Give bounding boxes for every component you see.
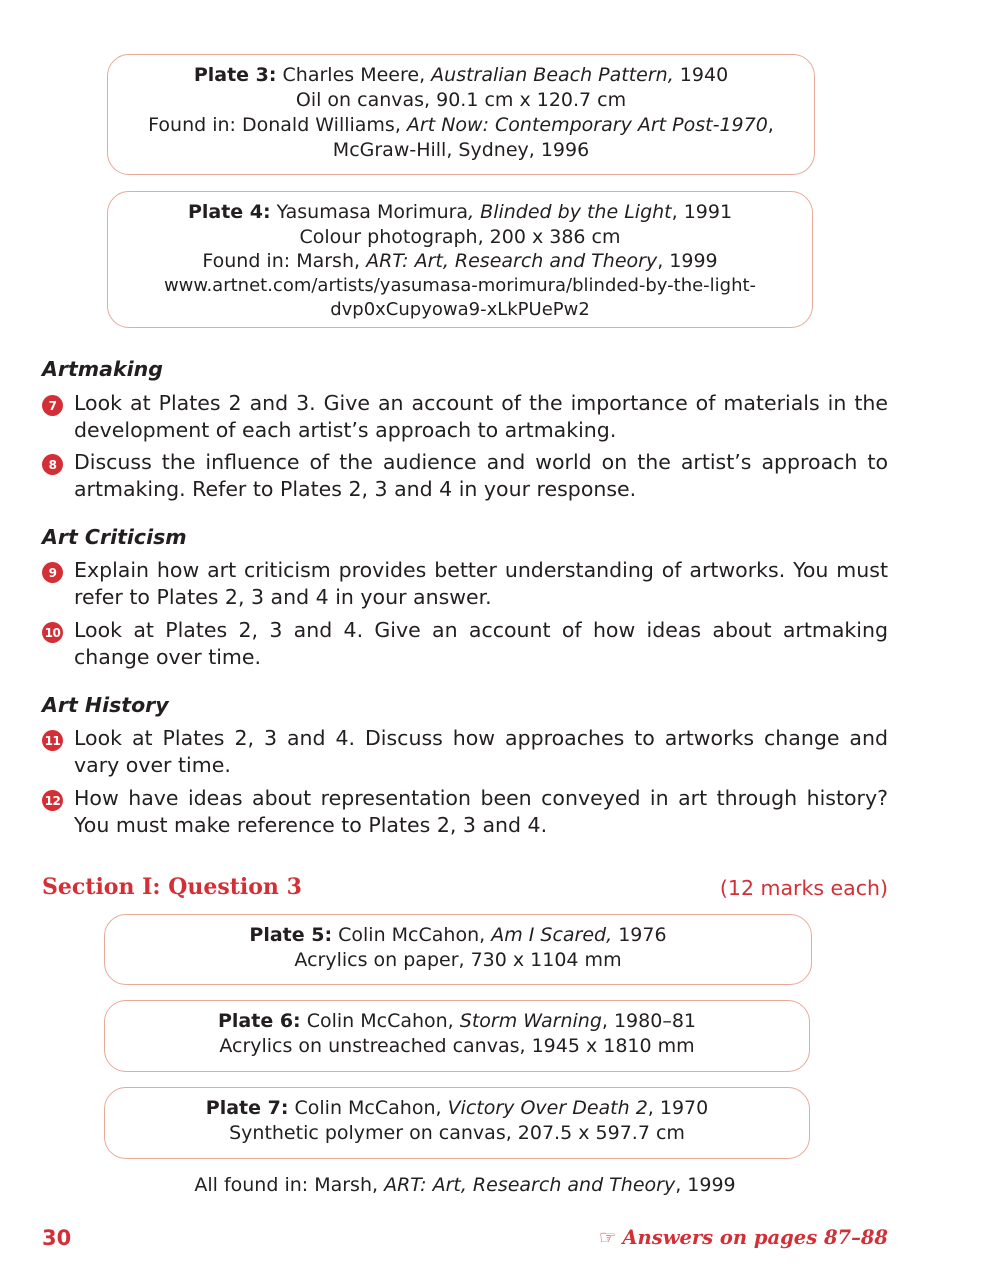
plate-medium: Acrylics on paper, 730 x 1104 mm — [294, 949, 622, 971]
plate-5-caption — [104, 914, 812, 985]
plate-found-suffix: , — [767, 114, 774, 136]
question-number-badge: 8 — [42, 454, 63, 475]
plate-artist: Colin McCahon, — [300, 1010, 460, 1032]
plate-label: Plate 4: — [187, 201, 271, 223]
question-text: Look at Plates 2, 3 and 4. Give an account of how ideas about artmaking change over time. — [74, 618, 888, 669]
all-found-in-note — [0, 1174, 930, 1196]
marks-label: (12 marks each) — [719, 876, 888, 900]
plate-title: Victory Over Death 2 — [447, 1097, 648, 1119]
plate-label: Plate 5: — [249, 924, 333, 946]
section-heading-art-history: Art History — [42, 693, 169, 717]
plate-artist: Colin McCahon, — [332, 924, 492, 946]
question-number-badge: 11 — [42, 730, 63, 751]
plate-medium: Oil on canvas, 90.1 cm x 120.7 cm — [295, 89, 627, 111]
question-text: How have ideas about representation been conveyed in art through history? You must make reference to Plates 2, 3 and 4. — [74, 786, 888, 837]
plate-artist: Yasumasa Morimura — [270, 201, 469, 223]
question-11 — [42, 725, 888, 779]
plate-title: Australian Beach Pattern, — [431, 64, 674, 86]
plate-found-title: Art Now: Contemporary Art Post-1970 — [406, 114, 768, 136]
all-found-title: ART: Art, Research and Theory — [384, 1174, 676, 1196]
plate-title: Am I Scared, — [491, 924, 613, 946]
question-10 — [42, 617, 888, 671]
question-9 — [42, 557, 888, 611]
section-title: Section I: Question 3 — [42, 874, 302, 900]
question-text: Look at Plates 2, 3 and 4. Discuss how approaches to artworks change and vary over time. — [74, 726, 888, 777]
question-text: Look at Plates 2 and 3. Give an account of the importance of materials in the development of each artist’s approach to artmaking. — [74, 391, 888, 442]
plate-year: 1940 — [673, 64, 729, 86]
plate-url-continued: dvp0xCupyowa9-xLkPUePw2 — [330, 299, 590, 320]
plate-year: 1976 — [612, 924, 667, 946]
question-number-badge: 10 — [42, 622, 63, 643]
plate-3-caption — [107, 54, 815, 175]
question-text: Discuss the influence of the audience and world on the artist’s approach to artmaking. Refer to Plates 2, 3 and 4 in your response. — [74, 450, 888, 501]
plate-artist: Charles Meere, — [276, 64, 432, 86]
plate-found-line2: McGraw-Hill, Sydney, 1996 — [332, 139, 590, 161]
plate-found-prefix: Found in: Donald Williams, — [148, 114, 407, 136]
plate-artist: Colin McCahon, — [288, 1097, 448, 1119]
question-number-badge: 12 — [42, 790, 63, 811]
plate-found-title: ART: Art, Research and Theory — [366, 250, 658, 272]
plate-medium: Acrylics on unstreached canvas, 1945 x 1810 mm — [219, 1035, 695, 1057]
section-heading-art-criticism: Art Criticism — [42, 525, 187, 549]
question-text: Explain how art criticism provides better understanding of artworks. You must refer to Plates 2, 3 and 4 in your answer. — [74, 558, 888, 609]
plate-year: , 1991 — [671, 201, 733, 223]
plate-label: Plate 6: — [217, 1010, 301, 1032]
question-number-badge: 9 — [42, 562, 63, 583]
plate-year: , 1970 — [647, 1097, 709, 1119]
all-found-suffix: , 1999 — [675, 1174, 736, 1196]
plate-title: , Blinded by the Light — [468, 201, 672, 223]
question-number-badge: 7 — [42, 395, 63, 416]
plate-label: Plate 3: — [193, 64, 277, 86]
page-number: 30 — [42, 1226, 72, 1250]
answers-text: Answers on pages 87–88 — [622, 1226, 888, 1249]
plate-medium: Synthetic polymer on canvas, 207.5 x 597.7 cm — [229, 1122, 685, 1144]
pointing-hand-icon: ☞ — [598, 1226, 617, 1249]
plate-found-suffix: , 1999 — [657, 250, 718, 272]
all-found-prefix: All found in: Marsh, — [194, 1174, 385, 1196]
plate-7-caption — [104, 1087, 810, 1159]
plate-title: Storm Warning — [459, 1010, 602, 1032]
plate-year: , 1980–81 — [601, 1010, 696, 1032]
answers-reference — [599, 1226, 888, 1249]
section-heading-artmaking: Artmaking — [42, 357, 163, 381]
question-12 — [42, 785, 888, 839]
plate-6-caption — [104, 1000, 810, 1072]
plate-4-caption — [107, 191, 813, 328]
plate-label: Plate 7: — [205, 1097, 289, 1119]
plate-found-prefix: Found in: Marsh, — [202, 250, 367, 272]
plate-url: www.artnet.com/artists/yasumasa-morimura/blinded-by-the-light- — [163, 274, 757, 296]
question-7 — [42, 390, 888, 444]
question-8 — [42, 449, 888, 503]
plate-medium: Colour photograph, 200 x 386 cm — [299, 225, 621, 248]
